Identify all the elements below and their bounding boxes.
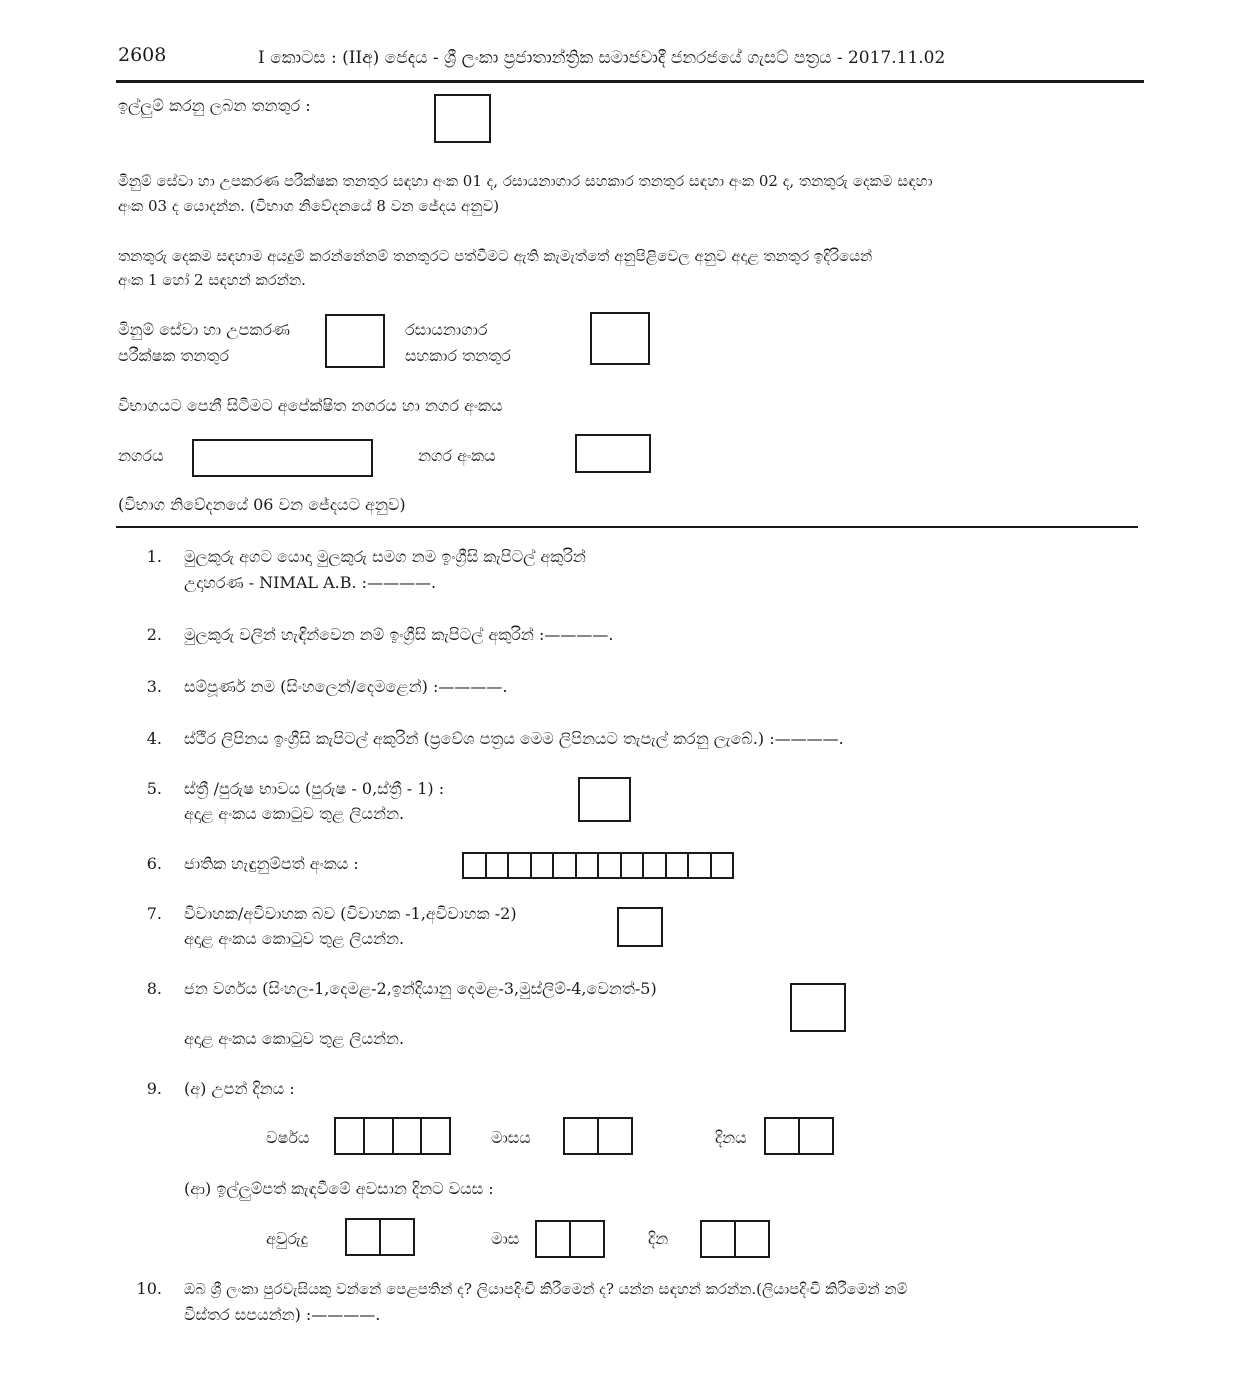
item-2-line-1: මුලකුරු වලින් හැඳින්වෙන නම් ඉංග්‍රීසි කැපිටල් අකුරින් :————. [184, 625, 614, 644]
item-number: 9. [146, 1079, 162, 1098]
nic-digit-cell[interactable] [599, 854, 622, 877]
nic-digit-cell[interactable] [644, 854, 667, 877]
item-3-line-1: සම්පූර්ණ නම (සිංහලෙන්/දෙමළෙන්) :————. [184, 677, 508, 696]
year-digit-cell[interactable] [365, 1119, 394, 1153]
day-digit-cell[interactable] [800, 1119, 832, 1153]
item-5-line-1: ස්ත්‍රී /පුරුෂ භාවය (පුරුෂ - 0,ස්ත්‍රී - 1) : [184, 779, 445, 798]
item-number: 1. [146, 547, 162, 566]
birth-month-grid[interactable] [563, 1117, 633, 1155]
years-label: අවුරුදු [266, 1229, 308, 1248]
year-label: වර්ෂය [266, 1128, 310, 1147]
item-10-line-2: විස්තර සපයන්න) :————. [184, 1305, 381, 1324]
nic-number-grid[interactable] [462, 852, 734, 879]
post-applied-box[interactable] [434, 94, 491, 143]
item-number: 6. [146, 854, 162, 873]
age-months-grid[interactable] [535, 1220, 605, 1258]
birth-day-grid[interactable] [764, 1117, 834, 1155]
city-note: (විභාග නිවේදනයේ 06 වන ජේදයට අනුව) [118, 495, 406, 514]
item-1-line-2: උදාහරණ - NIMAL A.B. :————. [184, 573, 437, 592]
item-10-line-1: ඔබ ශ්‍රී ලංකා පුරවැසියකු වන්නේ පෙළපතින් ද? ලියාපදිංචි කිරීමෙන් ද? යන්න සඳහන් කරන්න.(ලියාපදිංචි කිරීමෙන් නම් [184, 1280, 908, 1298]
post-b-label-1: රසායනාගාර [405, 320, 488, 339]
day-digit-cell[interactable] [766, 1119, 800, 1153]
item-7-line-2: අදාළ අංකය කොටුව තුළ ලියන්න. [184, 929, 405, 948]
post-b-box[interactable] [590, 312, 650, 365]
days-label: දින [648, 1229, 669, 1248]
item-number: 10. [136, 1279, 162, 1298]
instruction-1b: අංක 03 ද යොදන්න. (විභාග නිවේදනයේ 8 වන ජේදය අනුව) [118, 197, 500, 215]
instruction-2b: අංක 1 හෝ 2 සඳහන් කරන්න. [118, 271, 306, 289]
item-8-line-1: ජන වර්ගය (සිංහල-1,දෙමළ-2,ඉන්දියානු දෙමළ-3,මුස්ලිම්-4,වෙනත්-5) [184, 979, 657, 998]
day-label: දිනය [715, 1128, 747, 1147]
birth-date-label: (අ) උපන් දිනය : [184, 1079, 295, 1098]
nic-digit-cell[interactable] [509, 854, 532, 877]
nic-digit-cell[interactable] [487, 854, 510, 877]
nic-digit-cell[interactable] [577, 854, 600, 877]
post-a-label-1: මිනුම් සේවා හා උපකරණ [118, 320, 290, 339]
page-title: I කොටස : (IIඅ) ජෙදය - ශ්‍රී ලංකා ප්‍රජාතාන්ත්‍රික සමාජවාදී ජනරජයේ ගැසට් පත්‍රය - 2017.11.02 [258, 48, 946, 68]
nic-digit-cell[interactable] [554, 854, 577, 877]
year-digit-cell[interactable] [336, 1119, 365, 1153]
city-label: නගරය [118, 446, 164, 465]
city-input[interactable] [192, 439, 373, 477]
item-5-line-2: අදාළ අංකය කොටුව තුළ ලියන්න. [184, 804, 405, 823]
instruction-2a: තනතුරු දෙකම සඳහාම අයදුම් කරන්නේනම් තනතුරට පත්වීමට ඇති කැමැත්තේ අනුපිළිවෙල අනුව අදාළ තනතුර ඉදිරියෙන් [118, 247, 873, 265]
months-label: මාස [491, 1229, 520, 1248]
item-number: 7. [146, 904, 162, 923]
item-number: 2. [146, 625, 162, 644]
birth-year-grid[interactable] [334, 1117, 451, 1155]
month-label: මාසය [491, 1128, 531, 1147]
item-6-line-1: ජාතික හැඳුනුම්පත් අංකය : [184, 854, 359, 873]
header-rule [116, 80, 1144, 83]
item-number: 3. [146, 677, 162, 696]
nic-digit-cell[interactable] [622, 854, 645, 877]
age-days-digit-cell[interactable] [736, 1222, 768, 1256]
item-1-line-1: මුලකුරු අගට යොදා මුලකුරු සමග නම ඉංග්‍රීසි කැපිටල් අකුරින් [184, 547, 586, 566]
section-rule [116, 526, 1138, 528]
item-number: 5. [146, 779, 162, 798]
age-years-digit-cell[interactable] [381, 1220, 413, 1254]
year-digit-cell[interactable] [394, 1119, 423, 1153]
page-number: 2608 [118, 44, 167, 66]
age-months-digit-cell[interactable] [537, 1222, 571, 1256]
age-days-grid[interactable] [700, 1220, 770, 1258]
month-digit-cell[interactable] [599, 1119, 631, 1153]
age-months-digit-cell[interactable] [571, 1222, 603, 1256]
year-digit-cell[interactable] [422, 1119, 449, 1153]
month-digit-cell[interactable] [565, 1119, 599, 1153]
marital-status-box[interactable] [617, 907, 663, 947]
age-years-digit-cell[interactable] [347, 1220, 381, 1254]
city-number-input[interactable] [575, 434, 651, 473]
age-years-grid[interactable] [345, 1218, 415, 1256]
post-a-label-2: පරීක්ෂක තනතුර [118, 346, 230, 365]
city-number-label: නගර අංකය [418, 446, 496, 465]
gender-box[interactable] [578, 777, 631, 822]
item-number: 8. [146, 979, 162, 998]
post-a-box[interactable] [325, 314, 385, 368]
ethnicity-box[interactable] [790, 983, 846, 1032]
nic-digit-cell[interactable] [667, 854, 690, 877]
nic-digit-cell[interactable] [532, 854, 555, 877]
nic-digit-cell[interactable] [712, 854, 733, 877]
instruction-1a: මිනුම් සේවා හා උපකරණ පරීක්ෂක තනතුර සඳහා අංක 01 ද, රසායනාගාර සහකාර තනතුර සඳහා අංක 02 ද, තනතුරු දෙකම සඳහා [118, 172, 933, 190]
item-8-line-2: අදාළ අංකය කොටුව තුළ ලියන්න. [184, 1029, 405, 1048]
item-7-line-1: විවාහක/අවිවාහක බව (විවාහක -1,අවිවාහක -2) [184, 904, 517, 923]
post-applied-label: ඉල්ලුම් කරනු ලබන තනතුර : [118, 96, 311, 115]
nic-digit-cell[interactable] [689, 854, 712, 877]
nic-digit-cell[interactable] [464, 854, 487, 877]
city-heading: විභාගයට පෙනී සිටීමට අපේක්ෂිත නගරය හා නගර අංකය [118, 396, 503, 415]
item-4-line-1: ස්ථිර ලිපිනය ඉංග්‍රීසි කැපිටල් අකුරින් (ප්‍රවේශ පත්‍රය මෙම ලිපිනයට තැපැල් කරනු ලැබේ.) :————. [184, 729, 844, 748]
post-b-label-2: සහකාර තනතුර [405, 346, 511, 365]
item-number: 4. [146, 729, 162, 748]
age-label: (ආ) ඉල්ලුම්පත් කැඳවීමේ අවසාන දිනට වයස : [184, 1179, 494, 1198]
age-days-digit-cell[interactable] [702, 1222, 736, 1256]
